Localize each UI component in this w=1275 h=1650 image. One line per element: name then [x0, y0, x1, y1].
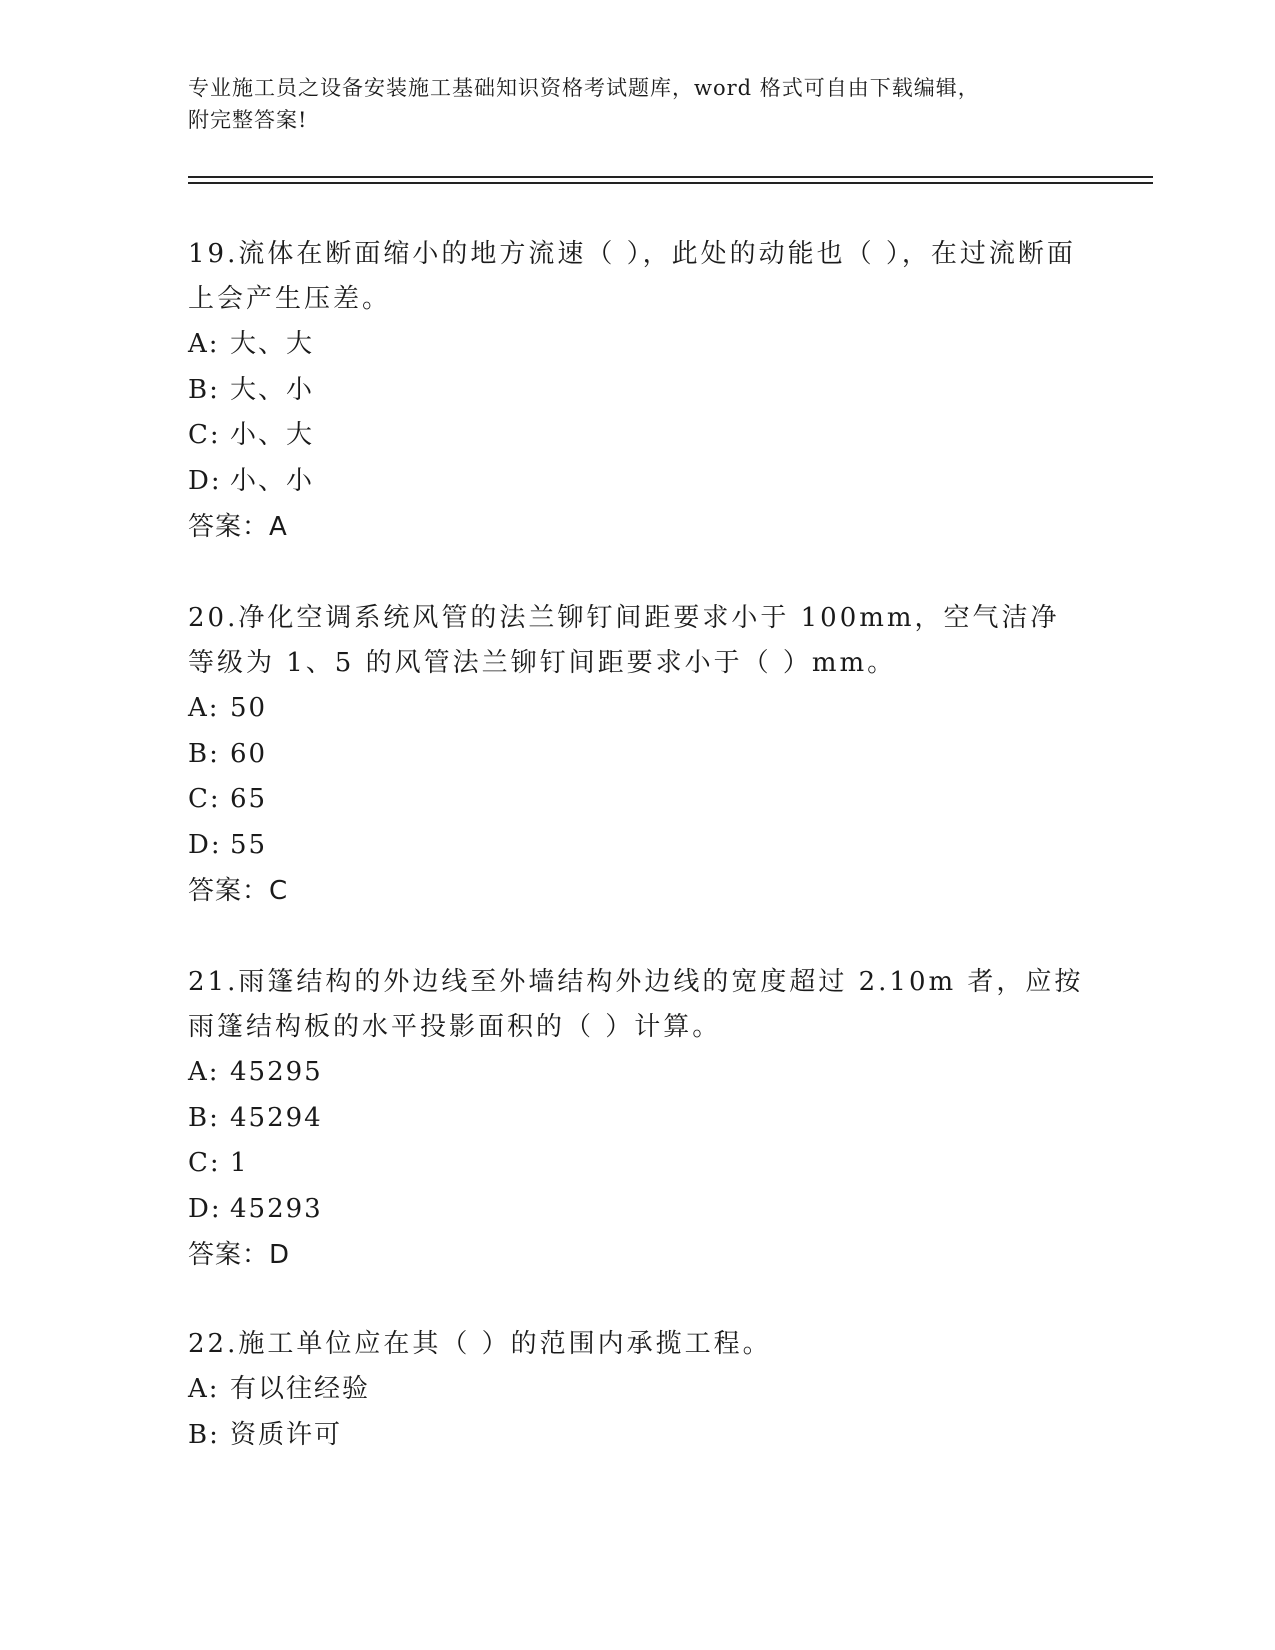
option-value: 小、大 [230, 420, 315, 450]
option-key: D: [188, 1193, 222, 1224]
question-21 [188, 960, 1088, 1278]
option-b [188, 1096, 1088, 1142]
option-a [188, 322, 1088, 368]
option-value: 大、大 [230, 329, 315, 359]
option-value: 50 [230, 693, 268, 723]
option-value: 小、小 [230, 465, 315, 496]
option-key: B: [188, 1419, 220, 1450]
option-key: A: [188, 1374, 220, 1404]
option-c [188, 1141, 1088, 1187]
option-d [188, 823, 1088, 869]
option-a [188, 686, 1088, 732]
option-d [188, 1187, 1088, 1233]
document-header [188, 72, 1078, 136]
option-b [188, 1413, 1088, 1459]
option-key: B: [188, 1102, 220, 1133]
option-key: A: [188, 693, 220, 723]
option-value: 55 [230, 829, 268, 860]
option-b [188, 368, 1088, 414]
option-value: 65 [230, 784, 268, 814]
header-divider-bottom [188, 182, 1153, 184]
question-text: 20.净化空调系统风管的法兰铆钉间距要求小于 100mm，空气洁净等级为 1、5 的风管法兰铆钉间距要求小于（ ）mm。 [188, 603, 1060, 678]
option-key: A: [188, 1057, 220, 1087]
option-key: C: [188, 420, 221, 450]
option-key: B: [188, 374, 220, 405]
option-value: 60 [230, 738, 268, 769]
option-value: 45294 [230, 1102, 323, 1133]
question-text: 22.施工单位应在其（ ）的范围内承揽工程。 [188, 1329, 772, 1359]
question-22 [188, 1322, 1088, 1458]
option-key: A: [188, 329, 220, 359]
option-value: 大、小 [230, 374, 315, 405]
option-a [188, 1050, 1088, 1096]
question-text: 19.流体在断面缩小的地方流速（ ），此处的动能也（ ），在过流断面上会产生压差。 [188, 239, 1076, 314]
option-value: 有以往经验 [230, 1374, 371, 1404]
answer-line: 答案：A [188, 512, 288, 542]
option-key: C: [188, 1148, 221, 1178]
option-value: 资质许可 [230, 1419, 343, 1450]
option-c [188, 413, 1088, 459]
option-d [188, 459, 1088, 505]
option-c [188, 777, 1088, 823]
option-key: B: [188, 738, 220, 769]
header-divider-top [188, 176, 1153, 178]
header-line-1: 专业施工员之设备安装施工基础知识资格考试题库，word 格式可自由下载编辑， [188, 76, 980, 100]
option-b [188, 732, 1088, 778]
question-19 [188, 232, 1088, 550]
question-text: 21.雨篷结构的外边线至外墙结构外边线的宽度超过 2.10m 者，应按雨篷结构板的水平投影面积的（ ）计算。 [188, 967, 1084, 1042]
answer-line: 答案：D [188, 1240, 291, 1270]
header-line-2: 附完整答案! [188, 108, 308, 132]
option-value: 1 [230, 1148, 249, 1178]
option-key: D: [188, 829, 222, 860]
question-20 [188, 596, 1088, 914]
option-key: D: [188, 465, 222, 496]
option-key: C: [188, 784, 221, 814]
answer-line: 答案：C [188, 876, 289, 906]
option-value: 45295 [230, 1057, 323, 1087]
option-value: 45293 [230, 1193, 323, 1224]
option-a [188, 1367, 1088, 1413]
